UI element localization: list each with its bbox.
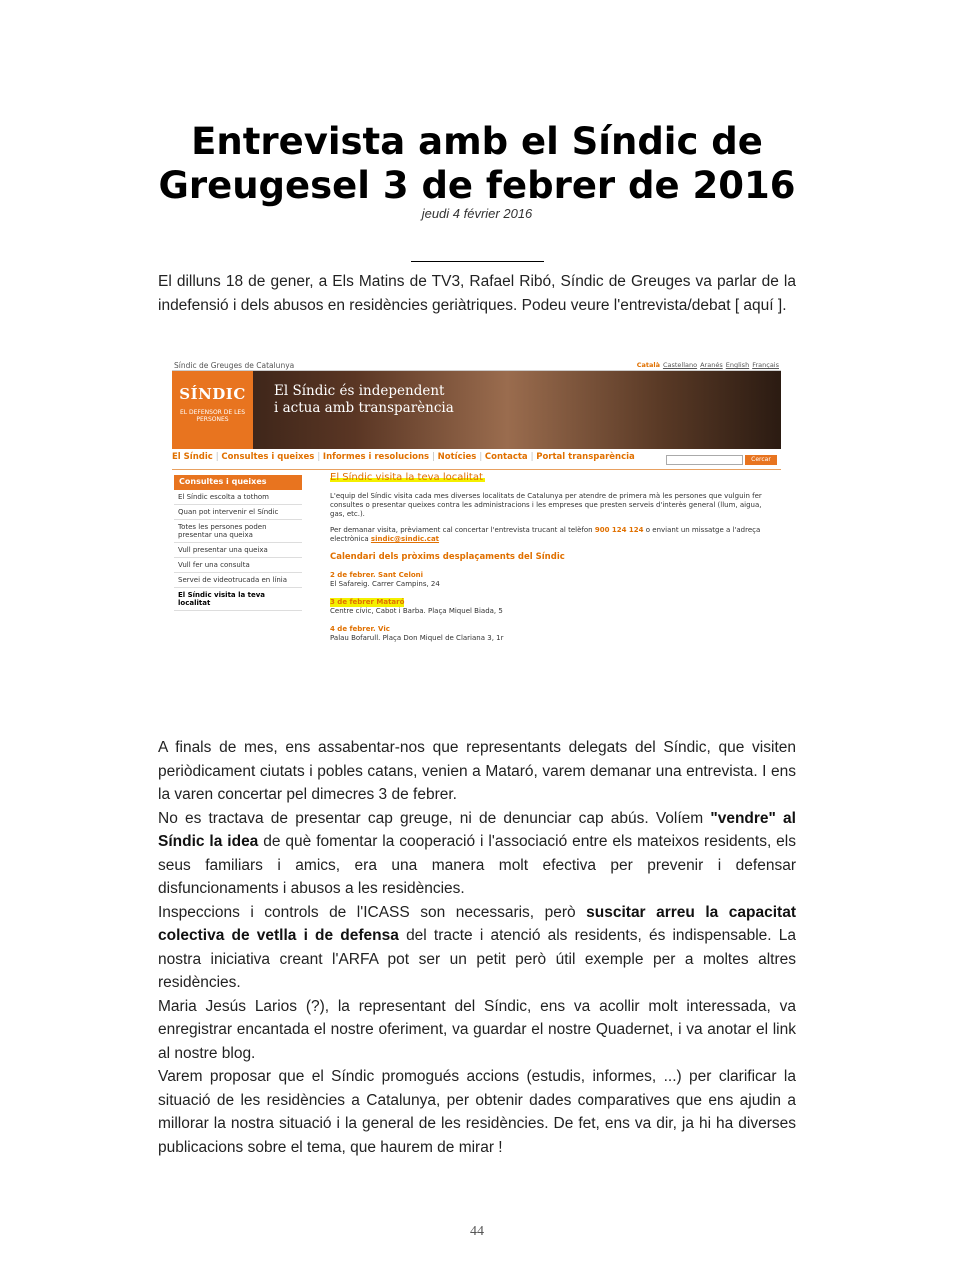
event-date: 2 de febrer. Sant Celoni (330, 571, 424, 579)
body-paragraph-3 (158, 901, 796, 995)
body-paragraph-1: A finals de mes, ens assabentar-nos que representants delegats del Síndic, que visiten periòdicament ciutats i pobles catans, venien a Mataró, varem demanar una entrevista. I ens la varen concertar pel dimecres 3 de febrer. (158, 739, 796, 803)
sidebar-item: Vull presentar una queixa (174, 543, 302, 558)
lang-english: English (725, 361, 750, 369)
p2-bold: "vendre" al Síndic la idea (158, 809, 796, 850)
event-date: 4 de febrer. Vic (330, 625, 390, 633)
event-place: Palau Bofarull. Plaça Don Miquel de Clariana 3, 1r (330, 634, 504, 642)
page-title: Entrevista amb el Síndic de Greugesel 3 de febrer de 2016 (158, 120, 796, 207)
nav-el-sindic: El Síndic (172, 452, 213, 462)
banner-line-2: i actua amb transparència (274, 400, 454, 416)
site-sidebar (174, 475, 302, 611)
site-search-button: Cercar (745, 455, 777, 465)
sidebar-item-active: El Síndic visita la teva localitat (174, 588, 302, 611)
sindic-website-screenshot (172, 358, 781, 702)
p2-text-b: de què fomentar la cooperació i l'associació entre els mateixos residents, els seus familiars i amics, era una manera molt efectiva per prevenir i defensar disfuncionaments i abusos a les residències. (158, 833, 797, 897)
lang-aranes: Aranés (700, 361, 723, 369)
sidebar-item: El Síndic escolta a tothom (174, 490, 302, 505)
post-date: jeudi 4 février 2016 (421, 206, 533, 221)
event-item (330, 625, 770, 643)
body-text (158, 736, 796, 1159)
body-paragraph-4: Maria Jesús Larios (?), la representant del Síndic, ens va acollir molt interessada, va enregistrar encantada el nostre oferiment, va guardar el nostre Quadernet, i va anotar el link al nostre blog. (158, 997, 796, 1062)
phone-number: 900 124 124 (594, 526, 644, 534)
sidebar-item: Vull fer una consulta (174, 558, 302, 573)
site-search-input (666, 455, 743, 465)
banner-slogan (274, 383, 454, 417)
event-date: 3 de febrer Mataró (330, 598, 405, 606)
language-links (637, 361, 779, 369)
banner-line-1: El Síndic és independent (274, 383, 445, 399)
p3-bold: suscitar arreu la capacitat colectiva de vetlla i de defensa (158, 903, 796, 944)
p3-text-a: Inspeccions i controls de l'ICASS son necessaris, però (158, 903, 576, 921)
contact-paragraph (330, 526, 770, 544)
main-heading: El Síndic visita la teva localitat (330, 472, 483, 483)
body-paragraph-5: Varem proposar que el Síndic promogués accions (estudis, informes, ...) per clarificar la situació de les residències a Catalunya, per obtenir dades comparatives que ens ajudin a millorar la nostra situació i la general de les residències. De fet, ens va dir, ja hi ha diverses publicacions sobre el tema, que haurem de mirar ! (158, 1068, 796, 1156)
contact-text-2: o enviant un missatge a l'adreça electrònica (330, 526, 761, 543)
site-name: Síndic de Greuges de Catalunya (174, 361, 295, 370)
calendar-heading: Calendari dels pròxims desplaçaments del Síndic (330, 552, 565, 562)
title-divider (411, 261, 544, 262)
sidebar-item: Servei de videotrucada en línia (174, 573, 302, 588)
intro-text: El dilluns 18 de gener, a Els Matins de TV3, Rafael Ribó, Síndic de Greuges va parlar de la indefensió i dels abusos en residències geriàtriques. Podeu veure l'entrevista/debat [ aquí ]. (158, 273, 796, 314)
logo-title: SÍNDIC (179, 385, 246, 403)
logo-subtitle: EL DEFENSOR DE LES PERSONES (179, 409, 246, 423)
site-nav (172, 452, 642, 466)
nav-consultes: | Consultes i queixes (216, 452, 315, 462)
event-item-highlighted (330, 598, 770, 616)
nav-informes: | Informes i resolucions (317, 452, 429, 462)
sidebar-item: Totes les persones poden presentar una queixa (174, 520, 302, 543)
email-link: sindic@sindic.cat (370, 535, 440, 543)
sidebar-item: Quan pot intervenir el Síndic (174, 505, 302, 520)
contact-text-1: Per demanar visita, prèviament cal concertar l'entrevista trucant al telèfon (330, 526, 593, 534)
nav-contacta: | Contacta (479, 452, 527, 462)
sidebar-title: Consultes i queixes (174, 475, 302, 490)
lang-catala: Català (636, 361, 660, 369)
site-main-content (330, 473, 770, 652)
body-paragraph-2 (158, 807, 796, 901)
nav-divider (172, 469, 781, 470)
page-number: 44 (470, 1224, 484, 1239)
p3-text-b: del tracte i atenció als residents, és indispensable. La nostra iniciativa creant l'ARFA pot ser un petit però útil exemple per a moltes altres residències. (158, 927, 796, 991)
banner-photo (172, 371, 781, 449)
main-paragraph: L'equip del Síndic visita cada mes diverses localitats de Catalunya per atendre de primera mà les persones que vulguin fer consultes o presentar queixes contra les administracions i les empreses que presten serveis d'interès general (llum, aigua, gas, etc.). (330, 492, 762, 518)
event-place: Centre cívic, Cabot i Barba. Plaça Miquel Biada, 5 (330, 607, 503, 615)
event-place: El Safareig. Carrer Campins, 24 (330, 580, 440, 588)
p2-text-a: No es tractava de presentar cap greuge, ni de denunciar cap abús. Volíem (158, 809, 704, 827)
sindic-logo (172, 371, 253, 449)
lang-francais: Français (752, 361, 779, 369)
intro-paragraph (158, 270, 796, 317)
nav-transparencia: | Portal transparència (531, 452, 635, 462)
event-item (330, 571, 770, 589)
lang-castellano: Castellano (662, 361, 698, 369)
nav-noticies: | Notícies (432, 452, 476, 462)
